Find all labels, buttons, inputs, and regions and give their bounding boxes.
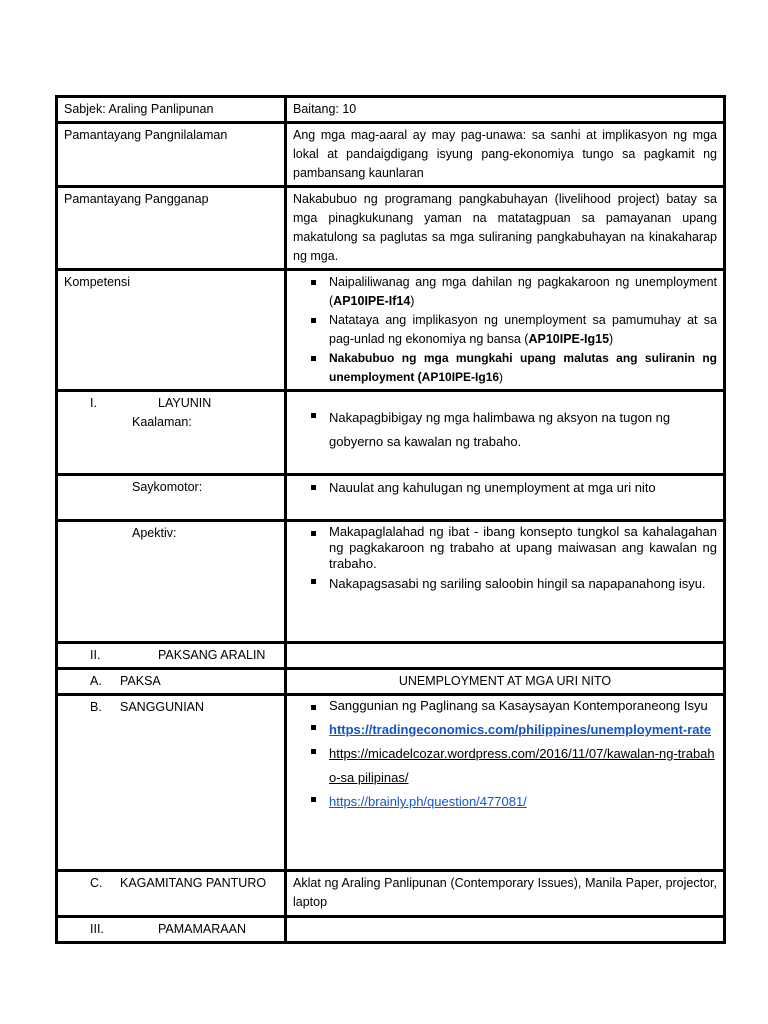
competency-item: Nakabubuo ng mga mungkahi upang malutas ang suliranin ng unemployment (AP10IPE-Ig16) bbox=[329, 349, 717, 387]
objectives-knowledge-row bbox=[57, 391, 725, 475]
content-standard-label: Pamantayang Pangnilalaman bbox=[57, 123, 286, 187]
wordpress-link[interactable]: https://micadelcozar.wordpress.com/2016/11/07/kawalan-ng-trabaho-sa pilipinas/ bbox=[329, 746, 715, 785]
subject-matter-title: PAKSANG ARALIN bbox=[158, 648, 266, 662]
references-cell bbox=[286, 695, 725, 871]
affective-list bbox=[293, 524, 717, 596]
competencies-list bbox=[293, 273, 717, 387]
affective-item: Makapaglalahad ng ibat - ibang konsepto tungkol sa kahalagahan ng pagkakaroon ng trabaho at upang maiwasan ang kawalan ng trabaho. bbox=[329, 524, 717, 571]
psychomotor-list bbox=[293, 478, 717, 497]
competency-code: AP10IPE-Ig15 bbox=[528, 332, 610, 346]
references-letter: B. bbox=[90, 700, 102, 714]
subject-matter-label-cell bbox=[57, 643, 286, 669]
objectives-label-cell bbox=[57, 391, 286, 475]
objectives-psychomotor-row bbox=[57, 475, 725, 521]
procedure-numeral: III. bbox=[90, 922, 104, 936]
knowledge-list bbox=[293, 406, 717, 454]
competency-code: AP10IPE-Ig16 bbox=[421, 370, 500, 384]
topic-row bbox=[57, 669, 725, 695]
content-standard-row bbox=[57, 123, 725, 187]
reference-book: Sanggunian ng Paglinang sa Kasaysayan Kontemporaneong Isyu bbox=[329, 698, 717, 714]
objectives-affective-row bbox=[57, 521, 725, 643]
references-list bbox=[293, 698, 717, 814]
psychomotor-label: Saykomotor: bbox=[132, 480, 203, 494]
tradingeconomics-link[interactable]: https://tradingeconomics.com/philippines/unemployment-rate bbox=[329, 722, 712, 737]
header-row bbox=[57, 97, 725, 123]
subject-matter-row bbox=[57, 643, 725, 669]
psychomotor-label-cell bbox=[57, 475, 286, 521]
affective-cell bbox=[286, 521, 725, 643]
references-label-cell bbox=[57, 695, 286, 871]
knowledge-cell bbox=[286, 391, 725, 475]
references-label: SANGGUNIAN bbox=[120, 700, 205, 714]
materials-label-cell bbox=[57, 871, 286, 917]
affective-label-cell bbox=[57, 521, 286, 643]
grade-cell: Baitang: 10 bbox=[286, 97, 725, 123]
objectives-numeral: I. bbox=[90, 396, 97, 410]
performance-standard-text: Nakabubuo ng programang pangkabuhayan (livelihood project) batay sa mga pinagkukunang yaman na matatagpuan sa pamayanan upang makatulong sa paglutas sa mga suliraning pangkabuhayan na kinakaharap ng mga. bbox=[286, 187, 725, 270]
competencies-label: Kompetensi bbox=[57, 270, 286, 391]
competencies-row bbox=[57, 270, 725, 391]
knowledge-label: Kaalaman: bbox=[132, 415, 192, 429]
reference-link-item bbox=[329, 790, 717, 814]
subject-cell: Sabjek: Araling Panlipunan bbox=[57, 97, 286, 123]
subject-matter-numeral: II. bbox=[90, 648, 101, 662]
competency-item: Natataya ang implikasyon ng unemployment sa pamumuhay at sa pag-unlad ng ekonomiya ng bansa (AP10IPE-Ig15) bbox=[329, 311, 717, 349]
procedure-label-cell bbox=[57, 917, 286, 943]
psychomotor-cell bbox=[286, 475, 725, 521]
knowledge-item: Nakapagbibigay ng mga halimbawa ng aksyon na tugon ng gobyerno sa kawalan ng trabaho. bbox=[329, 406, 717, 454]
affective-label: Apektiv: bbox=[132, 526, 177, 540]
procedure-empty-cell bbox=[286, 917, 725, 943]
affective-item: Nakapagsasabi ng sariling saloobin hingil sa napapanahong isyu. bbox=[329, 572, 717, 596]
objectives-title: LAYUNIN bbox=[158, 396, 212, 410]
materials-letter: C. bbox=[90, 876, 103, 890]
references-row bbox=[57, 695, 725, 871]
subject-matter-empty-cell bbox=[286, 643, 725, 669]
topic-value: UNEMPLOYMENT AT MGA URI NITO bbox=[286, 669, 725, 695]
content-standard-text: Ang mga mag-aaral ay may pag-unawa: sa sanhi at implikasyon ng mga lokal at pandaigdigang isyung pang-ekonomiya tungo sa pagkamit ng pambansang kaunlaran bbox=[286, 123, 725, 187]
materials-value: Aklat ng Araling Panlipunan (Contemporary Issues), Manila Paper, projector, laptop bbox=[286, 871, 725, 917]
performance-standard-label: Pamantayang Pangganap bbox=[57, 187, 286, 270]
materials-row bbox=[57, 871, 725, 917]
competency-code: AP10IPE-If14 bbox=[333, 294, 411, 308]
topic-label: PAKSA bbox=[120, 674, 161, 688]
topic-label-cell bbox=[57, 669, 286, 695]
reference-link-item bbox=[329, 742, 717, 790]
materials-label: KAGAMITANG PANTURO bbox=[120, 876, 267, 890]
procedure-row bbox=[57, 917, 725, 943]
lesson-plan-table bbox=[55, 95, 726, 944]
performance-standard-row bbox=[57, 187, 725, 270]
psychomotor-item: Nauulat ang kahulugan ng unemployment at mga uri nito bbox=[329, 478, 717, 497]
brainly-link[interactable]: https://brainly.ph/question/477081/ bbox=[329, 794, 527, 809]
reference-link-item bbox=[329, 718, 717, 742]
competency-item: Naipaliliwanag ang mga dahilan ng pagkakaroon ng unemployment (AP10IPE-If14) bbox=[329, 273, 717, 311]
procedure-title: PAMAMARAAN bbox=[158, 922, 246, 936]
competencies-cell bbox=[286, 270, 725, 391]
topic-letter: A. bbox=[90, 674, 102, 688]
